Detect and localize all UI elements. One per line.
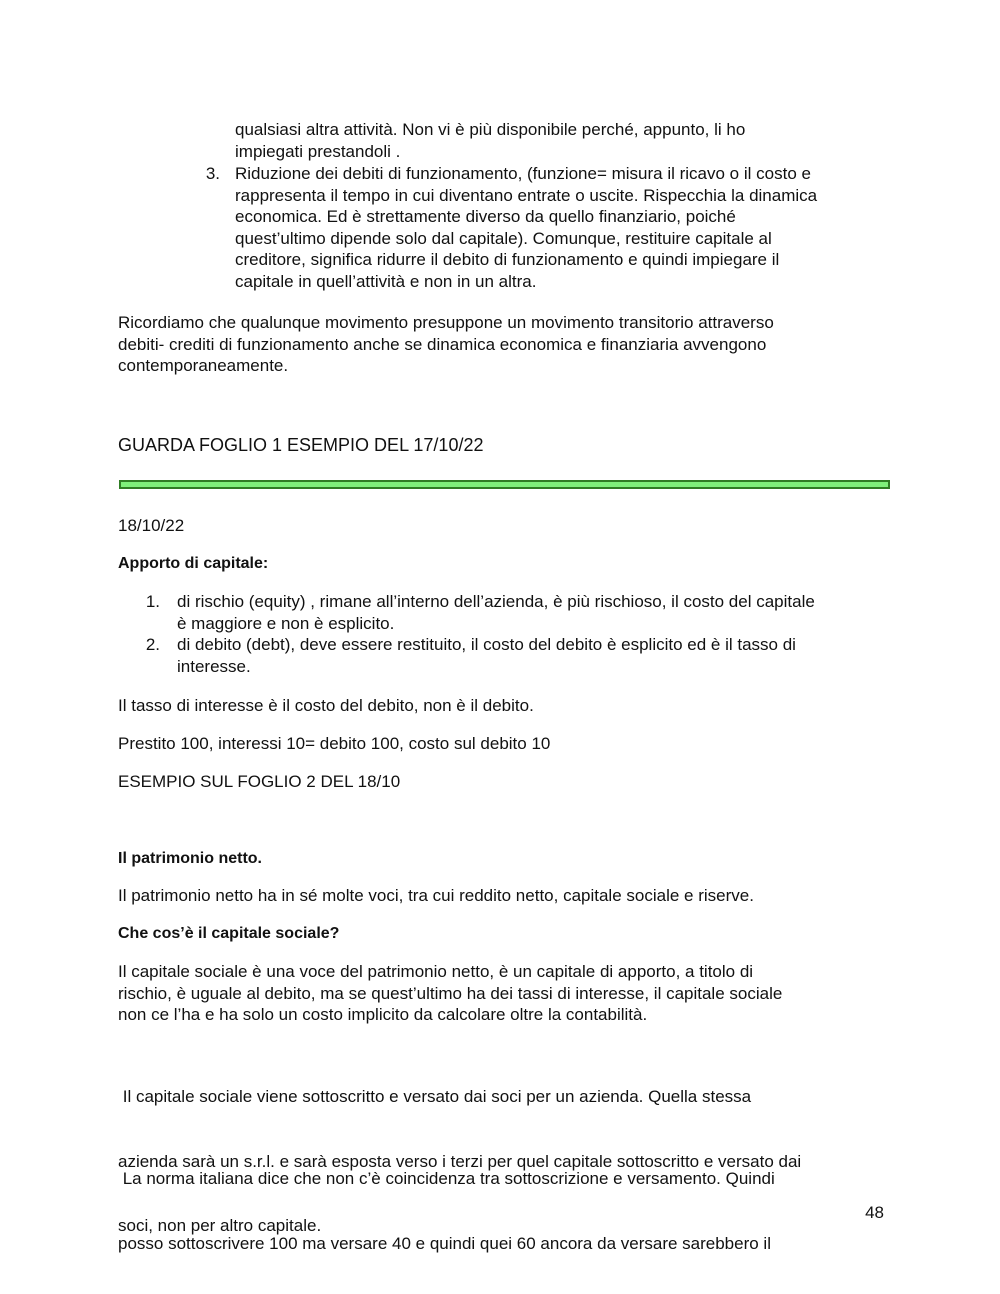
list-number: 1.: [145, 592, 160, 611]
heading-guarda-foglio: GUARDA FOGLIO 1 ESEMPIO DEL 17/10/22: [118, 435, 484, 455]
text-line: di rischio (equity) , rimane all’interno dell’azienda, è più rischioso, il costo del capitale: [177, 592, 815, 611]
text-line: rischio, è uguale al debito, ma se quest’ultimo ha dei tassi di interesse, il capitale sociale: [118, 983, 783, 1003]
paragraph-prestito: Prestito 100, interessi 10= debito 100, costo sul debito 10: [118, 734, 551, 753]
text-line: non ce l’ha e ha solo un costo implicito da calcolare oltre la contabilità.: [118, 1005, 648, 1024]
page-number: 48: [865, 1203, 884, 1222]
paragraph-ricordiamo: [118, 312, 880, 377]
list-item-2: [177, 634, 887, 677]
list-number: 2.: [145, 635, 160, 654]
paragraph-capitale-1: [118, 961, 880, 1026]
list-item-3: [235, 163, 885, 292]
text-line: capitale in quell’attività e non in un altra.: [235, 271, 537, 291]
text-line: azienda sarà un s.r.l. e sarà esposta verso i terzi per quel capitale sottoscritto e versato dai: [118, 1151, 802, 1171]
text-line: contemporaneamente.: [118, 356, 289, 375]
text-line: Ricordiamo che qualunque movimento presuppone un movimento transitorio attraverso: [118, 313, 774, 332]
text-line: soci, non per altro capitale.: [118, 1216, 322, 1235]
paragraph-norma: [118, 1125, 880, 1276]
text-line: di debito (debt), deve essere restituito, il costo del debito è esplicito ed è il tasso di: [177, 635, 796, 654]
text-line: interesse.: [177, 656, 251, 676]
heading-capitale-sociale: Che cos’è il capitale sociale?: [118, 925, 340, 942]
heading-apporto: Apporto di capitale:: [118, 555, 269, 572]
text-line: Il capitale sociale è una voce del patrimonio netto, è un capitale di apporto, a titolo di: [118, 962, 754, 981]
paragraph-esempio: ESEMPIO SUL FOGLIO 2 DEL 18/10: [118, 772, 401, 791]
text-line: quest’ultimo dipende solo dal capitale). Comunque, restituire capitale al: [235, 228, 772, 248]
date-label: 18/10/22: [118, 516, 185, 535]
list-continuation: [235, 119, 880, 162]
text-line: creditore, significa ridurre il debito di funzionamento e quindi impiegare il: [235, 250, 780, 269]
paragraph-patrimonio: Il patrimonio netto ha in sé molte voci, tra cui reddito netto, capitale sociale e riserve.: [118, 886, 754, 905]
text-line: Riduzione dei debiti di funzionamento, (funzione= misura il ricavo o il costo e: [235, 164, 811, 183]
text-line: economica. Ed è strettamente diverso da quello finanziario, poiché: [235, 207, 736, 226]
text-line: qualsiasi altra attività. Non vi è più disponibile perché, appunto, li ho: [235, 120, 746, 139]
text-line: è maggiore e non è esplicito.: [177, 613, 395, 633]
text-line: La norma italiana dice che non c’è coincidenza tra sottoscrizione e versamento. Quindi: [118, 1169, 775, 1188]
paragraph-tasso: Il tasso di interesse è il costo del debito, non è il debito.: [118, 696, 534, 715]
list-number: 3.: [205, 164, 220, 183]
list-item-1: [177, 591, 887, 634]
text-line: impiegati prestandoli .: [235, 141, 401, 161]
text-line: debiti- crediti di funzionamento anche se dinamica economica e finanziaria avvengono: [118, 334, 767, 354]
text-line: posso sottoscrivere 100 ma versare 40 e quindi quei 60 ancora da versare sarebbero il: [118, 1233, 771, 1253]
green-divider: [119, 480, 890, 489]
text-line: rappresenta il tempo in cui diventano entrate o uscite. Rispecchia la dinamica: [235, 185, 818, 205]
text-line: Il capitale sociale viene sottoscritto e versato dai soci per un azienda. Quella stessa: [118, 1087, 752, 1106]
heading-patrimonio: Il patrimonio netto.: [118, 850, 262, 867]
